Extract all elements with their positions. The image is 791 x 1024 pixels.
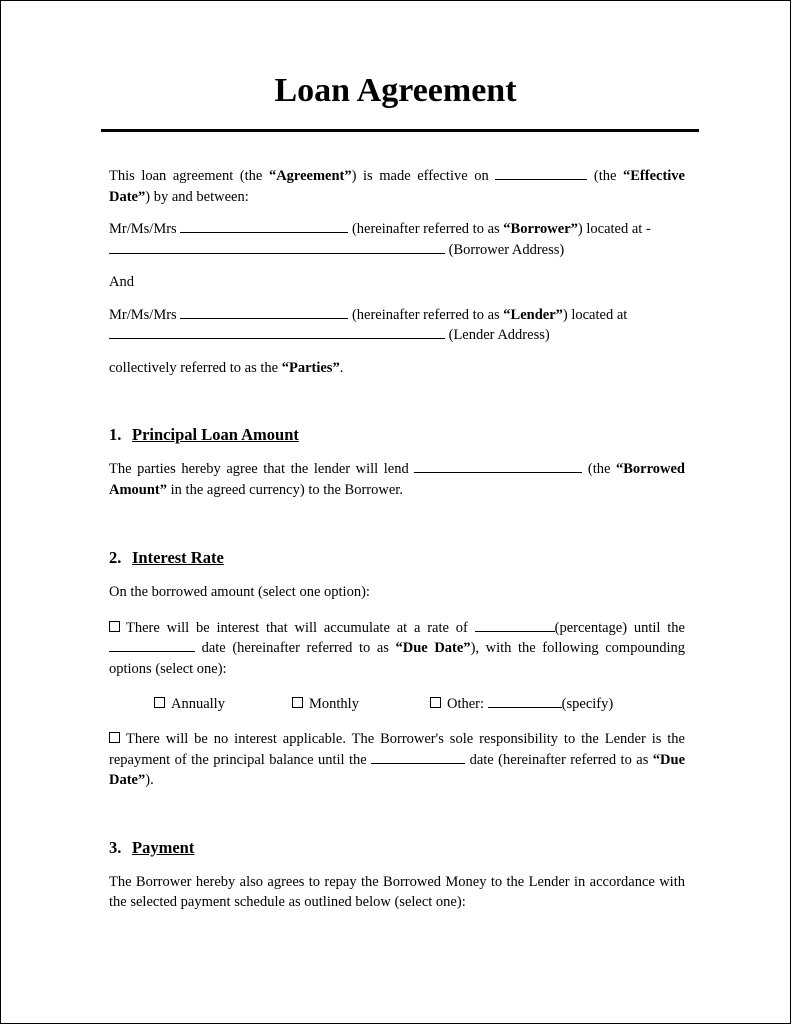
option-2-text: There will be no interest applicable. The Borrower's sole responsibility to the Lender is the repayment of the principal balance until the	[109, 731, 685, 768]
borrower-text: (hereinafter referred to as	[348, 221, 504, 237]
agreement-term: “Agreement”	[268, 168, 352, 184]
intro-paragraph	[109, 166, 685, 207]
borrower-name-blank[interactable]	[180, 219, 348, 233]
interest-option-2	[109, 729, 685, 791]
option-other[interactable]	[430, 694, 613, 715]
section-1-heading	[109, 424, 685, 446]
lender-text: (hereinafter referred to as	[348, 306, 504, 323]
due-date-term: “Due Date”	[109, 751, 686, 788]
lender-text: ) located at	[562, 306, 628, 323]
effective-date-term: “Effective Date”	[109, 168, 685, 205]
parties-text: .	[339, 359, 344, 376]
other-label: Other:	[447, 696, 488, 712]
due-date-blank-2[interactable]	[371, 750, 465, 764]
effective-date-blank[interactable]	[495, 166, 587, 180]
section-2-intro: On the borrowed amount (select one option):	[109, 584, 370, 600]
borrower-term: “Borrower”	[503, 221, 578, 237]
other-specify-blank[interactable]	[488, 694, 562, 708]
lender-term: “Lender”	[503, 306, 563, 323]
borrowed-amount-term: “Borrowed Amount”	[109, 461, 685, 498]
option-1-text: ), with the following compounding options (select one):	[109, 640, 685, 677]
document-body	[109, 166, 685, 913]
borrower-prefix: Mr/Ms/Mrs	[109, 221, 181, 237]
parties-paragraph	[109, 358, 685, 379]
option-1-text: (percentage) until the	[554, 619, 685, 636]
parties-term: “Parties”	[281, 359, 340, 376]
option-2-text: ).	[145, 772, 154, 788]
option-2-text: date (hereinafter referred to as	[465, 751, 653, 768]
compounding-options	[154, 694, 685, 714]
lender-name-blank[interactable]	[180, 305, 348, 319]
section-title: Interest Rate	[132, 548, 224, 567]
parties-text: collectively referred to as the	[109, 359, 282, 376]
monthly-label: Monthly	[309, 696, 359, 712]
other-checkbox[interactable]	[430, 697, 441, 708]
option-1-text: date (hereinafter referred to as	[195, 640, 396, 656]
borrower-paragraph	[109, 219, 685, 260]
annually-checkbox[interactable]	[154, 697, 165, 708]
interest-option-1	[109, 618, 685, 680]
specify-label: (specify)	[561, 696, 614, 712]
intro-text: This loan agreement (the	[109, 168, 269, 184]
section-1-paragraph	[109, 459, 685, 500]
lender-prefix: Mr/Ms/Mrs	[109, 306, 181, 323]
section-1-text: The parties hereby agree that the lender will lend	[109, 461, 415, 477]
and-text: And	[109, 274, 134, 290]
interest-option-1-checkbox[interactable]	[109, 621, 120, 632]
option-monthly[interactable]	[292, 694, 359, 715]
borrower-text: ) located at -	[577, 221, 651, 237]
section-1-text: (the	[582, 461, 616, 477]
option-1-text: There will be interest that will accumulate at a rate of	[126, 619, 475, 636]
intro-text: ) is made effective on	[351, 168, 496, 184]
interest-option-2-checkbox[interactable]	[109, 732, 120, 743]
interest-rate-blank[interactable]	[475, 618, 555, 632]
lender-paragraph	[109, 305, 685, 346]
title-divider	[101, 129, 699, 132]
borrowed-amount-blank[interactable]	[414, 459, 582, 473]
section-number: 3.	[109, 837, 122, 857]
section-number: 1.	[109, 425, 122, 444]
due-date-term: “Due Date”	[395, 640, 471, 656]
borrower-address-blank[interactable]	[109, 240, 445, 254]
lender-address-label: (Lender Address)	[445, 327, 550, 343]
section-title: Payment	[132, 837, 195, 857]
intro-text: (the	[587, 168, 623, 184]
section-title: Principal Loan Amount	[132, 425, 299, 444]
annually-label: Annually	[171, 696, 225, 712]
document-title: Loan Agreement	[274, 72, 517, 109]
due-date-blank[interactable]	[109, 638, 195, 652]
section-3-heading	[109, 837, 685, 859]
section-1-text: in the agreed currency) to the Borrower.	[167, 481, 403, 498]
lender-address-blank[interactable]	[109, 325, 445, 339]
option-annually[interactable]	[154, 694, 225, 715]
borrower-address-label: (Borrower Address)	[445, 241, 565, 258]
section-number: 2.	[109, 548, 122, 567]
monthly-checkbox[interactable]	[292, 697, 303, 708]
section-2-heading	[109, 547, 685, 569]
section-3-paragraph: The Borrower hereby also agrees to repay the Borrowed Money to the Lender in accordance with the selected payment schedule as outlined below (select one):	[109, 873, 685, 910]
intro-text: ) by and between:	[145, 188, 249, 205]
